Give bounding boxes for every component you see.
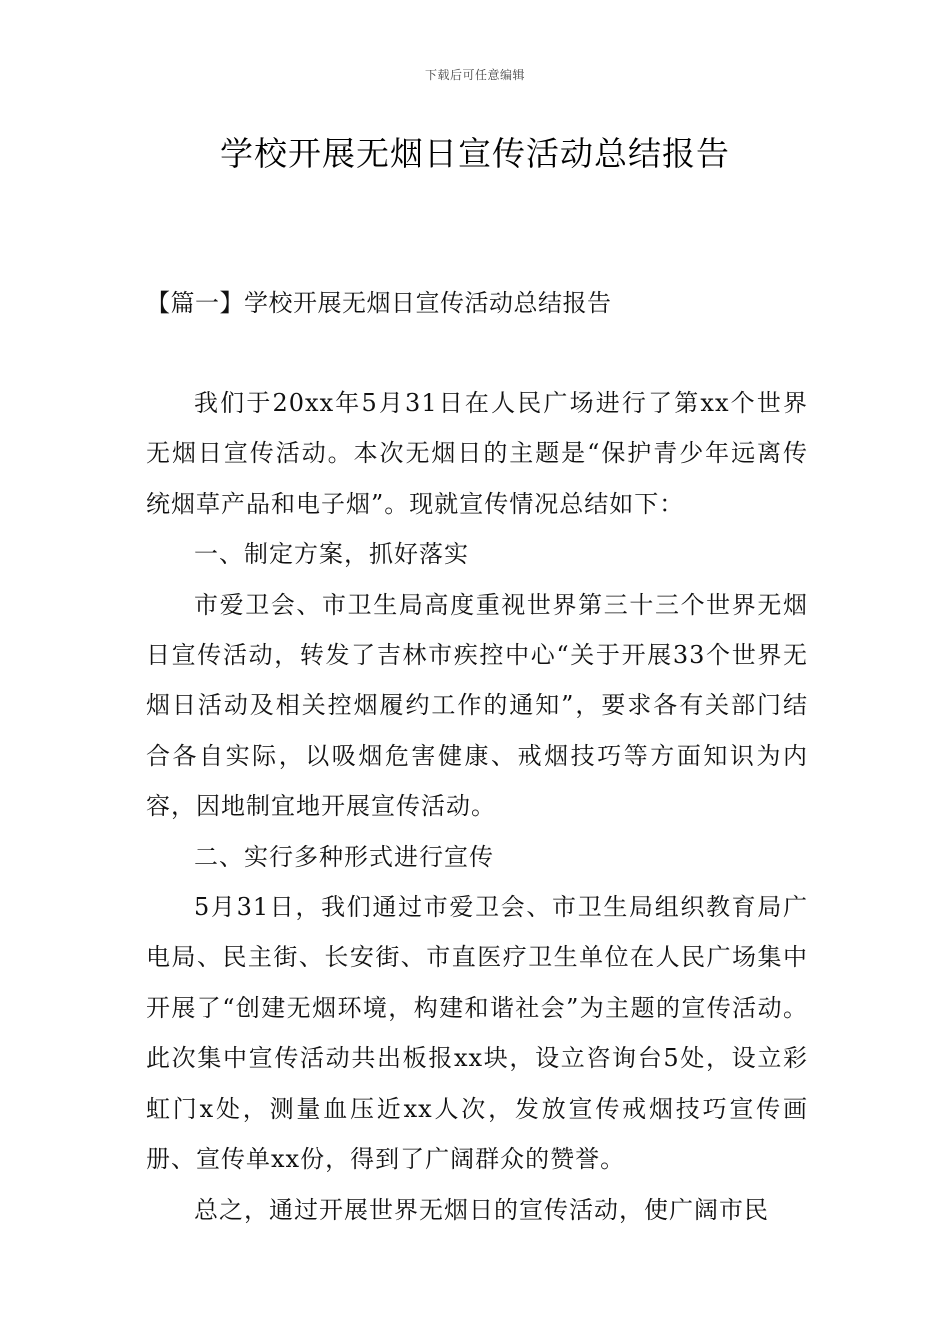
document-title: 学校开展无烟日宣传活动总结报告 bbox=[220, 134, 730, 173]
paragraph-plan: 市爱卫会、市卫生局高度重视世界第三十三个世界无烟日宣传活动，转发了吉林市疾控中心“关于开展33个世界无烟日活动及相关控烟履约工作的通知”，要求各有关部门结合各自实际，以吸烟危害健康、戒烟技巧等方面知识为内容，因地制宜地开展宣传活动。 bbox=[146, 590, 808, 821]
paragraph-intro: 我们于20xx年5月31日在人民广场进行了第xx个世界无烟日宣传活动。本次无烟日的主题是“保护青少年远离传统烟草产品和电子烟”。现就宣传情况总结如下： bbox=[146, 389, 808, 518]
section-heading: 【篇一】学校开展无烟日宣传活动总结报告 bbox=[146, 289, 612, 317]
document-body bbox=[146, 378, 808, 1235]
subheading-plan: 一、制定方案，抓好落实 bbox=[194, 540, 469, 569]
paragraph-conclusion: 总之，通过开展世界无烟日的宣传活动，使广阔市民 bbox=[194, 1195, 769, 1224]
header-note: 下载后可任意编辑 bbox=[424, 68, 525, 82]
subheading-publicity: 二、实行多种形式进行宣传 bbox=[194, 842, 494, 871]
paragraph-publicity: 5月31日，我们通过市爱卫会、市卫生局组织教育局广电局、民主街、长安街、市直医疗卫生单位在人民广场集中开展了“创建无烟环境，构建和谐社会”为主题的宣传活动。此次集中宣传活动共出板报xx块，设立咨询台5处，设立彩虹门x处，测量血压近xx人次，发放宣传戒烟技巧宣传画册、宣传单xx份，得到了广阔群众的赞誉。 bbox=[146, 893, 808, 1174]
